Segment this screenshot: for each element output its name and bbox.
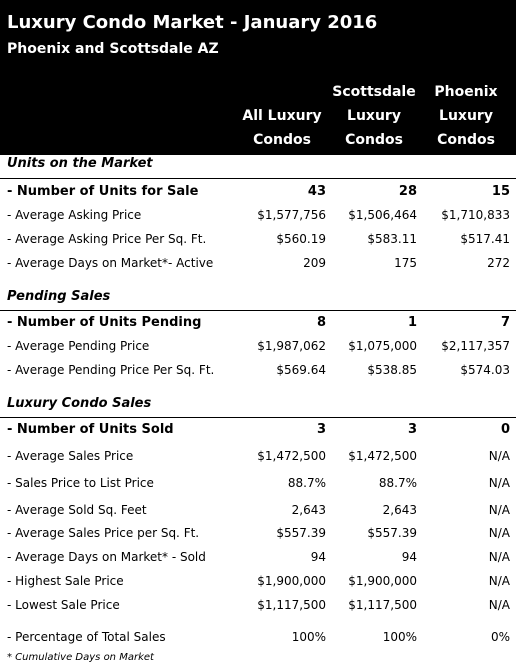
phoenix-value: N/A [488,503,510,517]
all-luxury-value: 8 [316,315,326,330]
row-label: - Average Asking Price [7,208,142,222]
scottsdale-value: 88.7% [378,476,417,490]
section-heading: Pending Sales [7,289,111,304]
scottsdale-value: $1,472,500 [348,449,417,463]
scottsdale-value: $557.39 [367,526,417,540]
scottsdale-value: $1,075,000 [348,339,417,353]
scottsdale-value: 1 [407,315,417,330]
scottsdale-value: 3 [407,422,417,437]
all-luxury-value: 94 [310,550,326,564]
row-label: - Average Days on Market* - Sold [7,550,206,564]
all-luxury-value: 43 [307,184,326,199]
row-label: - Average Pending Price Per Sq. Ft. [7,363,215,377]
all-luxury-value: $1,900,000 [257,574,326,588]
scottsdale-value: $538.85 [367,363,417,377]
all-luxury-value: 3 [316,422,326,437]
row-label: - Average Sales Price [7,449,134,463]
scottsdale-value: 94 [401,550,417,564]
phoenix-value: 15 [491,184,510,199]
row-label: - Number of Units Sold [7,422,174,437]
phoenix-value: $517.41 [460,232,510,246]
table-row [0,446,516,468]
row-label: - Number of Units Pending [7,315,202,330]
row-label: - Average Asking Price Per Sq. Ft. [7,232,207,246]
phoenix-value: N/A [488,598,510,612]
row-label: - Number of Units for Sale [7,184,199,199]
table-row [0,571,516,593]
table-row [0,500,516,522]
all-luxury-value: 209 [303,256,326,270]
phoenix-value: $2,117,357 [441,339,510,353]
report-subtitle: Phoenix and Scottsdale AZ [7,41,219,57]
phoenix-value: 7 [500,315,510,330]
all-luxury-value: $560.19 [276,232,326,246]
table-row [0,547,516,569]
section-divider [0,310,516,311]
section-heading: Luxury Condo Sales [7,396,152,411]
row-label: - Percentage of Total Sales [7,630,166,644]
row-label: - Average Pending Price [7,339,150,353]
table-row [0,627,516,649]
all-luxury-value: 88.7% [287,476,326,490]
table-row [0,419,516,441]
all-luxury-value: $557.39 [276,526,326,540]
phoenix-value: 272 [487,256,510,270]
section-divider [0,417,516,418]
all-luxury-value: $1,472,500 [257,449,326,463]
column-header-phoenix: Phoenix Luxury Condos [434,84,498,148]
table-row [0,312,516,334]
table-row [0,336,516,358]
row-label: - Lowest Sale Price [7,598,120,612]
row-label: - Sales Price to List Price [7,476,154,490]
all-luxury-value: $1,577,756 [257,208,326,222]
all-luxury-value: $569.64 [276,363,326,377]
scottsdale-value: 2,643 [382,503,417,517]
all-luxury-value: 2,643 [291,503,326,517]
all-luxury-value: $1,117,500 [257,598,326,612]
all-luxury-value: $1,987,062 [257,339,326,353]
scottsdale-value: 175 [394,256,417,270]
scottsdale-value: 28 [398,184,417,199]
row-label: - Average Sales Price per Sq. Ft. [7,526,200,540]
scottsdale-value: $1,900,000 [348,574,417,588]
footnote: * Cumulative Days on Market [7,652,154,663]
phoenix-value: N/A [488,550,510,564]
phoenix-value: N/A [488,476,510,490]
table-row [0,229,516,251]
phoenix-value: $1,710,833 [441,208,510,222]
row-label: - Average Days on Market*- Active [7,256,214,270]
column-header-scottsdale: Scottsdale Luxury Condos [332,84,416,148]
column-header-all-luxury: All Luxury Condos [242,108,322,148]
phoenix-value: N/A [488,449,510,463]
section-divider [0,178,516,179]
report-header [0,0,516,155]
scottsdale-value: $583.11 [367,232,417,246]
report-title: Luxury Condo Market - January 2016 [7,12,378,33]
phoenix-value: 0 [500,422,510,437]
phoenix-value: 0% [490,630,510,644]
row-label: - Average Sold Sq. Feet [7,503,147,517]
table-row [0,205,516,227]
table-row [0,181,516,203]
phoenix-value: $574.03 [460,363,510,377]
table-row [0,473,516,495]
phoenix-value: N/A [488,574,510,588]
scottsdale-value: $1,506,464 [348,208,417,222]
all-luxury-value: 100% [291,630,326,644]
table-row [0,523,516,545]
scottsdale-value: 100% [382,630,417,644]
phoenix-value: N/A [488,526,510,540]
table-row [0,595,516,617]
row-label: - Highest Sale Price [7,574,124,588]
table-row [0,360,516,382]
section-heading: Units on the Market [7,156,153,171]
scottsdale-value: $1,117,500 [348,598,417,612]
table-row [0,253,516,275]
